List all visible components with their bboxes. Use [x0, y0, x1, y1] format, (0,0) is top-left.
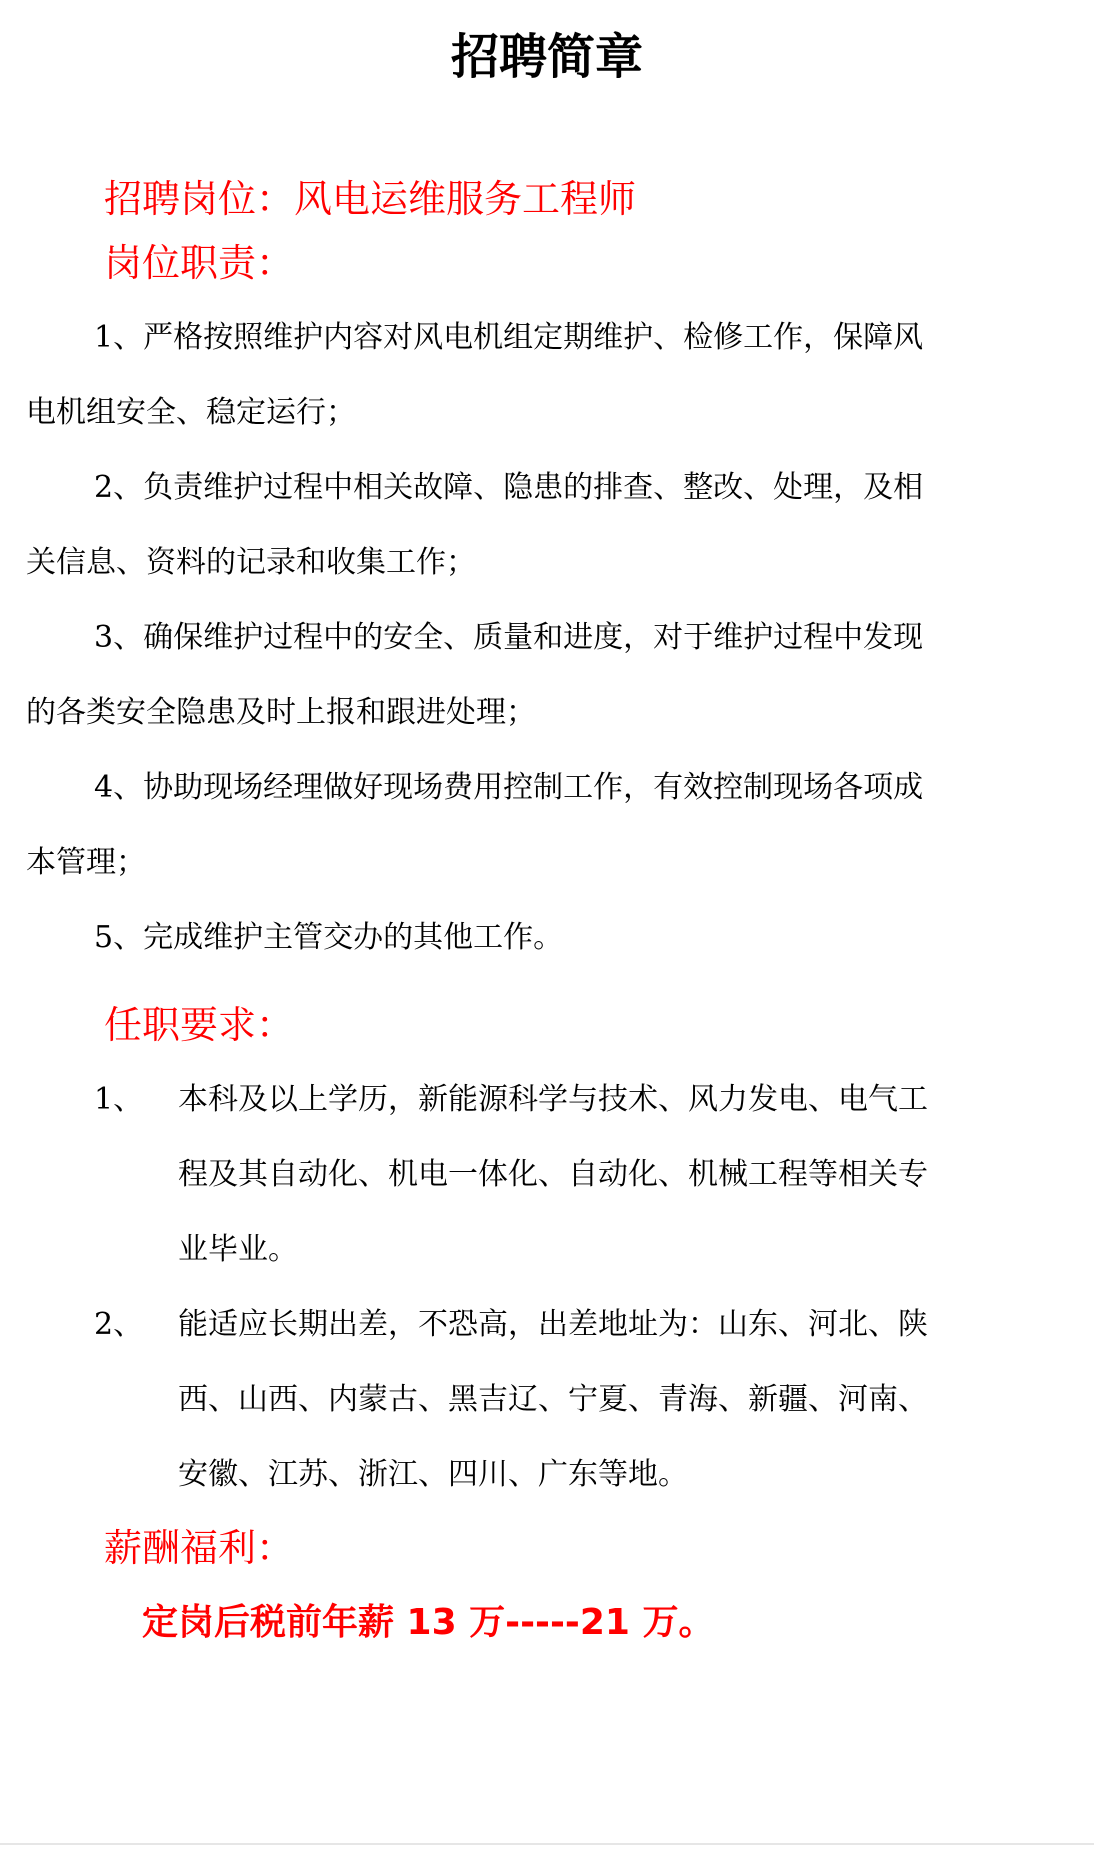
duty-item-line: 1、严格按照维护内容对风电机组定期维护、检修工作，保障风 [94, 320, 924, 355]
duty-item-line: 本管理； [26, 845, 146, 880]
duty-item-line: 4、协助现场经理做好现场费用控制工作，有效控制现场各项成 [94, 770, 924, 805]
requirement-item [178, 1062, 1016, 1287]
requirement-line: 西、山西、内蒙古、黑吉辽、宁夏、青海、新疆、河南、 [178, 1382, 928, 1417]
benefits-heading: 薪酬福利： [104, 1526, 295, 1570]
page-bottom-divider [0, 1843, 1094, 1845]
requirement-number: 2、 [94, 1307, 144, 1342]
duty-item [26, 900, 1026, 975]
requirements-heading: 任职要求： [104, 1003, 295, 1047]
duty-item-line: 2、负责维护过程中相关故障、隐患的排查、整改、处理，及相 [94, 470, 924, 505]
requirement-number: 1、 [94, 1082, 144, 1117]
duties-heading: 岗位职责： [104, 241, 295, 285]
salary-text: 定岗后税前年薪 13 万-----21 万。 [142, 1602, 715, 1643]
requirement-line: 安徽、江苏、浙江、四川、广东等地。 [178, 1457, 688, 1492]
requirement-item [178, 1287, 1016, 1512]
requirement-line: 能适应长期出差，不恐高，出差地址为：山东、河北、陕 [178, 1307, 928, 1342]
duty-item-line: 3、确保维护过程中的安全、质量和进度，对于维护过程中发现 [94, 620, 924, 655]
duty-item-line: 5、完成维护主管交办的其他工作。 [94, 920, 564, 955]
requirement-line: 程及其自动化、机电一体化、自动化、机械工程等相关专 [178, 1157, 928, 1192]
duty-item [26, 750, 1026, 900]
duty-item-line: 关信息、资料的记录和收集工作； [26, 545, 476, 580]
requirement-line: 业毕业。 [178, 1232, 298, 1267]
duty-item [26, 450, 1026, 600]
page-title: 招聘简章 [450, 29, 643, 85]
duty-item-line: 电机组安全、稳定运行； [26, 395, 356, 430]
job-position-heading: 招聘岗位：风电运维服务工程师 [104, 177, 637, 221]
duty-item-line: 的各类安全隐患及时上报和跟进处理； [26, 695, 536, 730]
duty-item [26, 300, 1026, 450]
duty-item [26, 600, 1026, 750]
requirement-line: 本科及以上学历，新能源科学与技术、风力发电、电气工 [178, 1082, 928, 1117]
